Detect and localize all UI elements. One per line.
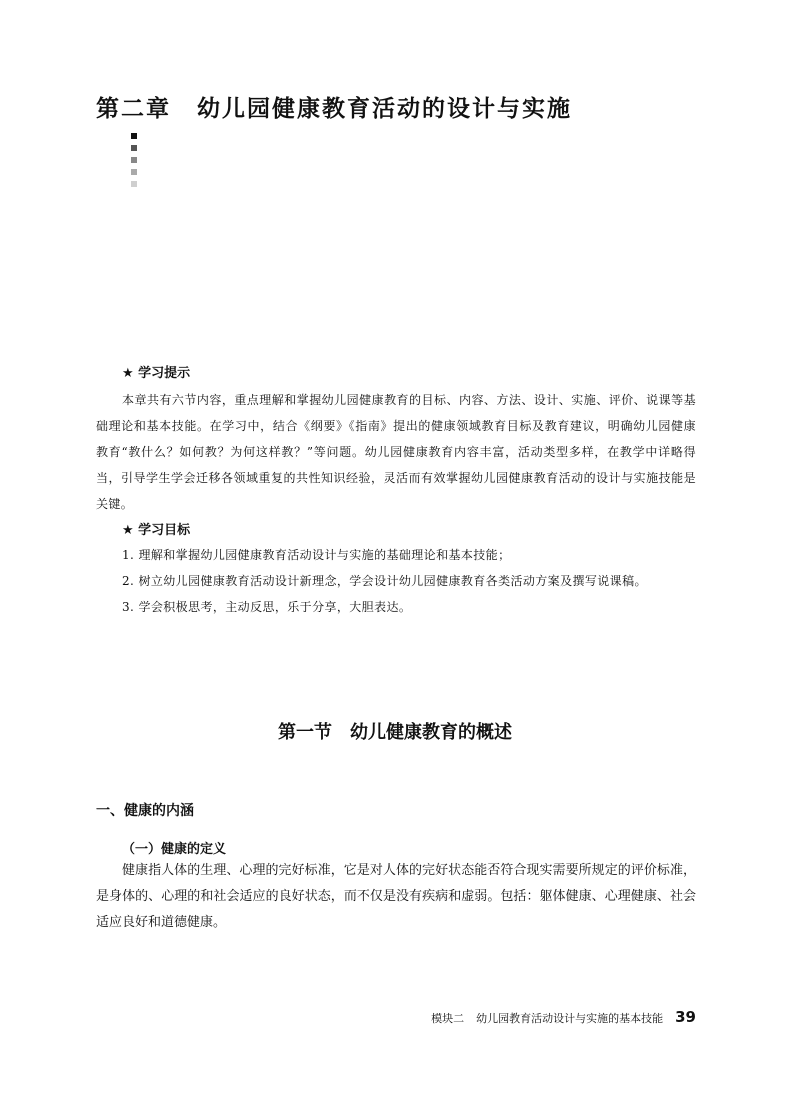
page-footer (431, 1008, 696, 1026)
square-icon (131, 145, 137, 151)
footer-module: 模块二 (431, 1012, 465, 1025)
chapter-name: 幼儿园健康教育活动的设计与实施 (197, 96, 572, 122)
study-goals-list (96, 542, 696, 620)
chapter-number: 第二章 (96, 96, 171, 122)
page-number: 39 (675, 1008, 696, 1026)
footer-title: 幼儿园教育活动设计与实施的基本技能 (476, 1012, 664, 1025)
section-name: 幼儿健康教育的概述 (350, 722, 512, 743)
subsubsection-heading: （一）健康的定义 (122, 842, 227, 857)
definition-paragraph: 健康指人体的生理、心理的完好标准，它是对人体的完好状态能否符合现实需要所规定的评价标准，是身体的、心理的和社会适应的良好状态，而不仅是没有疾病和虚弱。包括：躯体健康、心理健康、社会适应良好和道德健康。 (96, 863, 696, 930)
study-hint-section (96, 362, 696, 620)
square-icon (131, 157, 137, 163)
study-goals-heading: ★ 学习目标 (122, 523, 191, 538)
square-icon (131, 181, 137, 187)
study-hint-heading: ★ 学习提示 (122, 366, 191, 381)
study-hint-text: 本章共有六节内容，重点理解和掌握幼儿园健康教育的目标、内容、方法、设计、实施、评价、说课等基础理论和基本技能。在学习中，结合《纲要》《指南》提出的健康领域教育目标及教育建议，明确幼儿园健康教育“教什么？如何教？为何这样教？”等问题。幼儿园健康教育内容丰富，活动类型多样，在教学中详略得当，引导学生学会迁移各领域重复的共性知识经验，灵活而有效掌握幼儿园健康教育活动的设计与实施技能是关键。 (96, 393, 696, 511)
section-number: 第一节 (278, 722, 332, 743)
subsection-heading: 一、健康的内涵 (96, 803, 194, 819)
study-goal-item: 1. 理解和掌握幼儿园健康教育活动设计与实施的基础理论和基本技能； (122, 548, 511, 562)
section-title (0, 718, 790, 744)
square-icon (131, 133, 137, 139)
study-goal-item: 3. 学会积极思考，主动反思，乐于分享，大胆表达。 (122, 600, 412, 614)
study-goal-item: 2. 树立幼儿园健康教育活动设计新理念，学会设计幼儿园健康教育各类活动方案及撰写说课稿。 (122, 574, 647, 588)
chapter-title (96, 90, 716, 123)
square-icon (131, 169, 137, 175)
decorative-squares (131, 133, 137, 193)
